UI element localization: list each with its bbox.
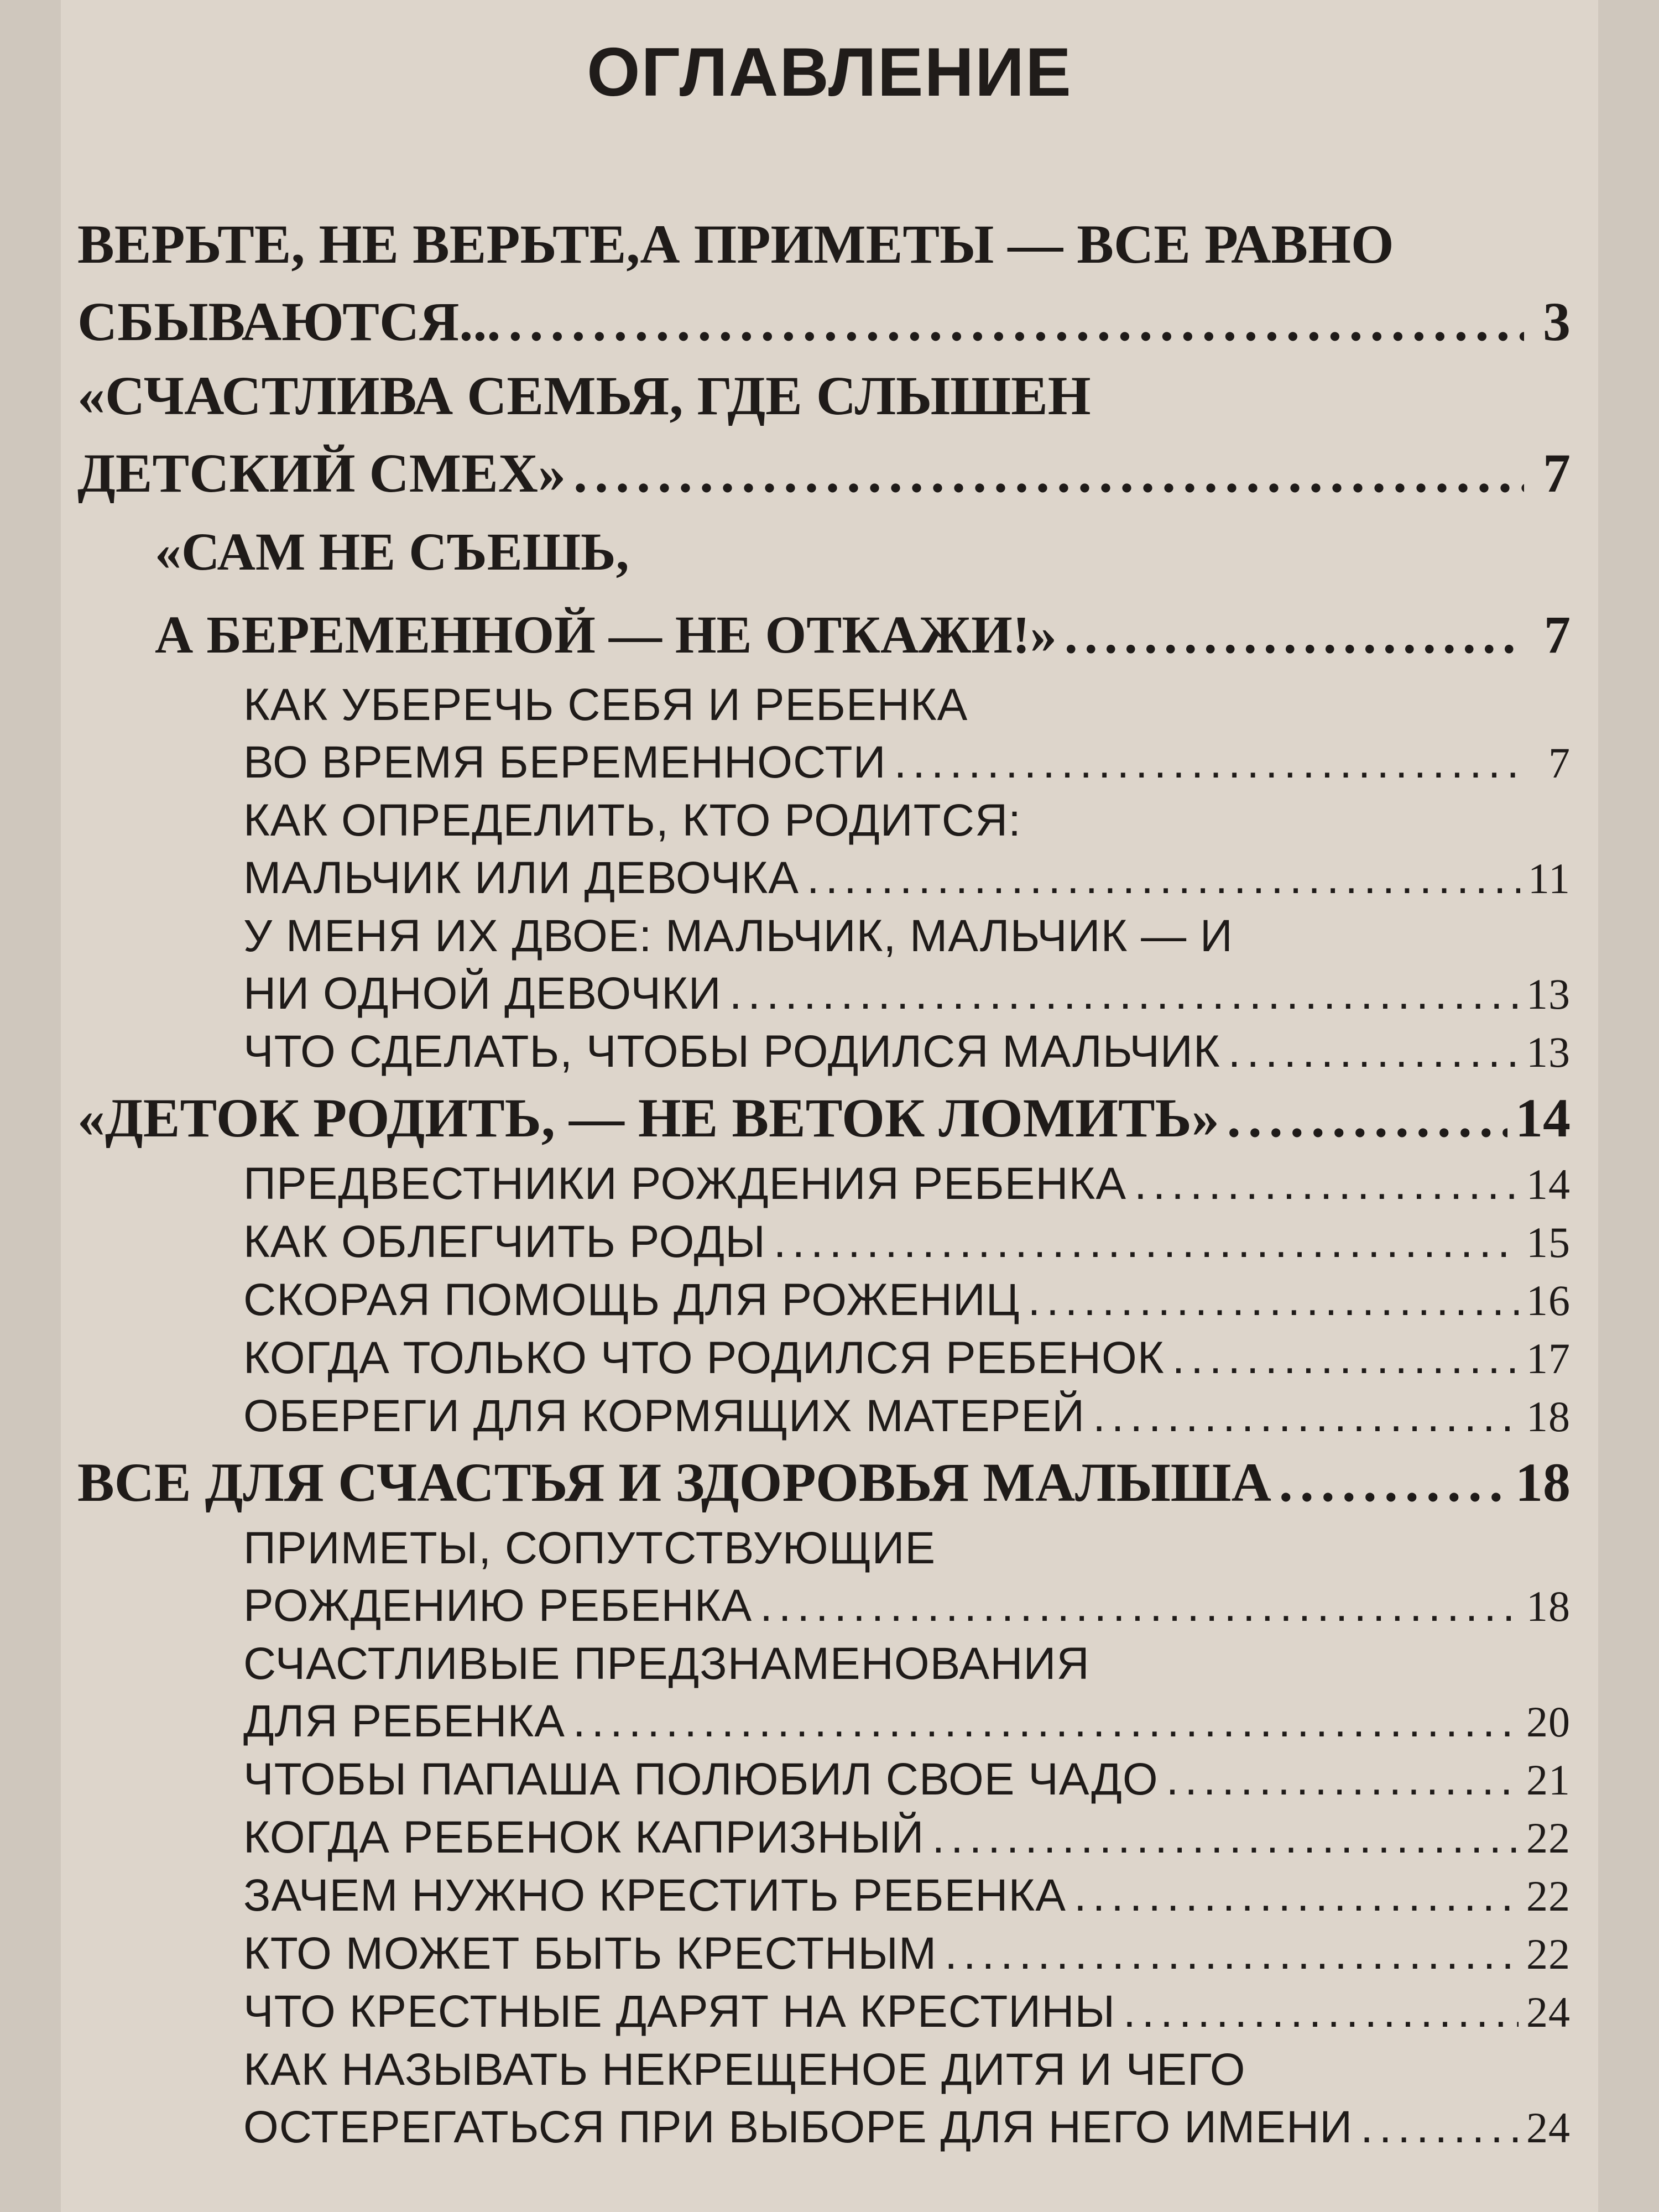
toc-page-number: 11 [1527,854,1571,902]
table-of-contents [77,207,1571,2157]
dot-leader [1279,1446,1507,1520]
toc-page-number: 16 [1526,1276,1571,1324]
toc-page-number: 24 [1526,2104,1571,2152]
toc-entry-title: ПРЕДВЕСТНИКИ РОЖДЕНИЯ РЕБЕНКА [243,1159,1127,1209]
toc-entry [243,2041,1571,2157]
toc-entry [243,1023,1571,1081]
toc-page-number: 14 [1515,1087,1571,1149]
dot-leader [945,1925,1519,1983]
toc-entry-title: КТО МОЖЕТ БЫТЬ КРЕСТНЫМ [243,1928,937,1979]
toc-entry-title: ЗАЧЕМ НУЖНО КРЕСТИТЬ РЕБЕНКА [243,1870,1066,1921]
dot-leader [760,1577,1519,1635]
dot-leader [1065,593,1524,676]
dot-leader [1093,1387,1519,1445]
toc-entry-row [243,1155,1571,1213]
toc-entry-row [243,1693,1571,1751]
toc-page-number: 22 [1526,1814,1571,1862]
toc-page-number: 13 [1526,1028,1571,1076]
toc-entry-title: МАЛЬЧИК ИЛИ ДЕВОЧКА [243,853,799,903]
dot-leader [932,1809,1519,1866]
toc-entry-row [243,1751,1571,1809]
toc-entry-line: У МЕНЯ ИХ ДВОЕ: МАЛЬЧИК, МАЛЬЧИК — И [243,911,1233,961]
toc-entry-line: КАК УБЕРЕЧЬ СЕБЯ И РЕБЕНКА [243,680,968,730]
dot-leader [1360,2099,1519,2156]
toc-entry [77,1446,1571,1520]
toc-entry-title: ДЛЯ РЕБЕНКА [243,1696,565,1746]
toc-entry-line: «САМ НЕ СЪЕШЬ, [155,522,629,581]
toc-entry-row [243,965,1571,1023]
toc-page-number: 7 [1543,442,1571,504]
dot-leader [508,285,1524,359]
toc-entry [243,907,1571,1023]
dot-leader [1228,1023,1519,1081]
toc-entry [243,1809,1571,1867]
toc-entry [243,1213,1571,1271]
dot-leader [1123,1983,1519,2041]
toc-entry-title: РОЖДЕНИЮ РЕБЕНКА [243,1580,753,1631]
dot-leader [1027,1271,1519,1329]
toc-page-number: 7 [1548,739,1571,787]
page-title: ОГЛАВЛЕНИЕ [587,34,1072,111]
toc-entry [243,1329,1571,1387]
dot-leader [774,1213,1519,1271]
toc-page-number: 22 [1526,1872,1571,1920]
toc-entry-line: СЧАСТЛИВЫЕ ПРЕДЗНАМЕНОВАНИЯ [243,1639,1090,1689]
toc-entry [77,207,1571,359]
toc-entry-title: ЧТО КРЕСТНЫЕ ДАРЯТ НА КРЕСТИНЫ [243,1986,1116,2037]
toc-entry [155,510,1571,676]
toc-entry-line: КАК НАЗЫВАТЬ НЕКРЕЩЕНОЕ ДИТЯ И ЧЕГО [243,2044,1246,2095]
dot-leader [807,849,1520,907]
toc-entry-title: ОБЕРЕГИ ДЛЯ КОРМЯЩИХ МАТЕРЕЙ [243,1391,1086,1441]
toc-entry-row [77,436,1571,510]
dot-leader [573,1693,1519,1750]
toc-entry-title: А БЕРЕМЕННОЙ — НЕ ОТКАЖИ!» [155,605,1057,664]
toc-entry-row [243,2099,1571,2157]
toc-entry-title: СКОРАЯ ПОМОЩЬ ДЛЯ РОЖЕНИЦ [243,1275,1020,1325]
toc-entry [243,1387,1571,1446]
toc-entry-line: ПРИМЕТЫ, СОПУТСТВУЮЩИЕ [243,1523,936,1573]
toc-entry-title: ВСЕ ДЛЯ СЧАСТЬЯ И ЗДОРОВЬЯ МАЛЫША [77,1452,1271,1513]
toc-page-number: 21 [1526,1756,1571,1804]
toc-entry-line: «СЧАСТЛИВА СЕМЬЯ, ГДЕ СЛЫШЕН [77,365,1091,426]
toc-entry-title: КОГДА ТОЛЬКО ЧТО РОДИЛСЯ РЕБЕНОК [243,1333,1165,1383]
toc-entry [243,676,1571,792]
toc-entry-line: КАК ОПРЕДЕЛИТЬ, КТО РОДИТСЯ: [243,795,1021,846]
toc-entry-row [243,849,1571,907]
dot-leader [1134,1155,1519,1213]
toc-page-number: 15 [1526,1218,1571,1266]
toc-entry [77,1081,1571,1155]
toc-entry-row [243,1867,1571,1925]
toc-entry-title: ЧТОБЫ ПАПАША ПОЛЮБИЛ СВОЕ ЧАДО [243,1754,1159,1804]
toc-page-number: 18 [1526,1582,1571,1630]
toc-page-number: 22 [1526,1930,1571,1978]
toc-entry-row [243,1271,1571,1329]
dot-leader [729,965,1519,1022]
toc-entry [77,359,1571,510]
toc-entry-title: ЧТО СДЕЛАТЬ, ЧТОБЫ РОДИЛСЯ МАЛЬЧИК [243,1026,1220,1077]
toc-entry [243,1271,1571,1329]
toc-entry-row [243,1983,1571,2041]
toc-entry-row [243,1809,1571,1867]
toc-entry-row [243,1023,1571,1081]
toc-page-number: 18 [1515,1452,1571,1513]
toc-entry-row [243,1387,1571,1446]
toc-page-number: 14 [1526,1160,1571,1208]
toc-entry [243,1635,1571,1751]
toc-entry-title: «ДЕТОК РОДИТЬ, — НЕ ВЕТОК ЛОМИТЬ» [77,1087,1219,1149]
toc-entry-row [77,285,1571,359]
toc-entry-title: СБЫВАЮТСЯ... [77,291,501,352]
dot-leader [573,436,1524,510]
toc-entry-row [243,1329,1571,1387]
toc-page-number: 18 [1526,1392,1571,1441]
toc-entry [243,1925,1571,1983]
toc-entry-row [243,1925,1571,1983]
toc-entry-row [155,593,1571,676]
book-page [61,0,1598,2212]
toc-page-number: 20 [1526,1698,1571,1746]
toc-entry [243,1751,1571,1809]
toc-entry [243,1867,1571,1925]
toc-page-number: 7 [1544,605,1571,664]
toc-entry-title: ДЕТСКИЙ СМЕХ» [77,442,566,504]
toc-entry [243,792,1571,907]
dot-leader [1227,1081,1507,1155]
toc-entry-row [243,734,1571,792]
toc-entry-title: КОГДА РЕБЕНОК КАПРИЗНЫЙ [243,1812,925,1863]
toc-page-number: 3 [1543,291,1571,352]
dot-leader [1074,1867,1519,1924]
toc-entry-title: ОСТЕРЕГАТЬСЯ ПРИ ВЫБОРЕ ДЛЯ НЕГО ИМЕНИ [243,2102,1353,2152]
toc-page-number: 13 [1526,970,1571,1018]
toc-entry-row [77,1446,1571,1520]
toc-entry-row [243,1577,1571,1635]
dot-leader [1166,1751,1519,1808]
toc-entry [243,1155,1571,1213]
toc-entry-row [77,1081,1571,1155]
dot-leader [894,734,1524,791]
toc-entry-row [243,1213,1571,1271]
toc-entry-line: ВЕРЬТЕ, НЕ ВЕРЬТЕ,А ПРИМЕТЫ — ВСЕ РАВНО [77,213,1394,275]
dot-leader [1172,1329,1519,1387]
toc-page-number: 24 [1526,1988,1571,2036]
toc-entry [243,1520,1571,1635]
toc-entry [243,1983,1571,2041]
toc-page-number: 17 [1526,1334,1571,1383]
toc-entry-title: КАК ОБЛЕГЧИТЬ РОДЫ [243,1217,766,1267]
toc-entry-title: НИ ОДНОЙ ДЕВОЧКИ [243,968,722,1019]
toc-entry-title: ВО ВРЕМЯ БЕРЕМЕННОСТИ [243,737,886,787]
